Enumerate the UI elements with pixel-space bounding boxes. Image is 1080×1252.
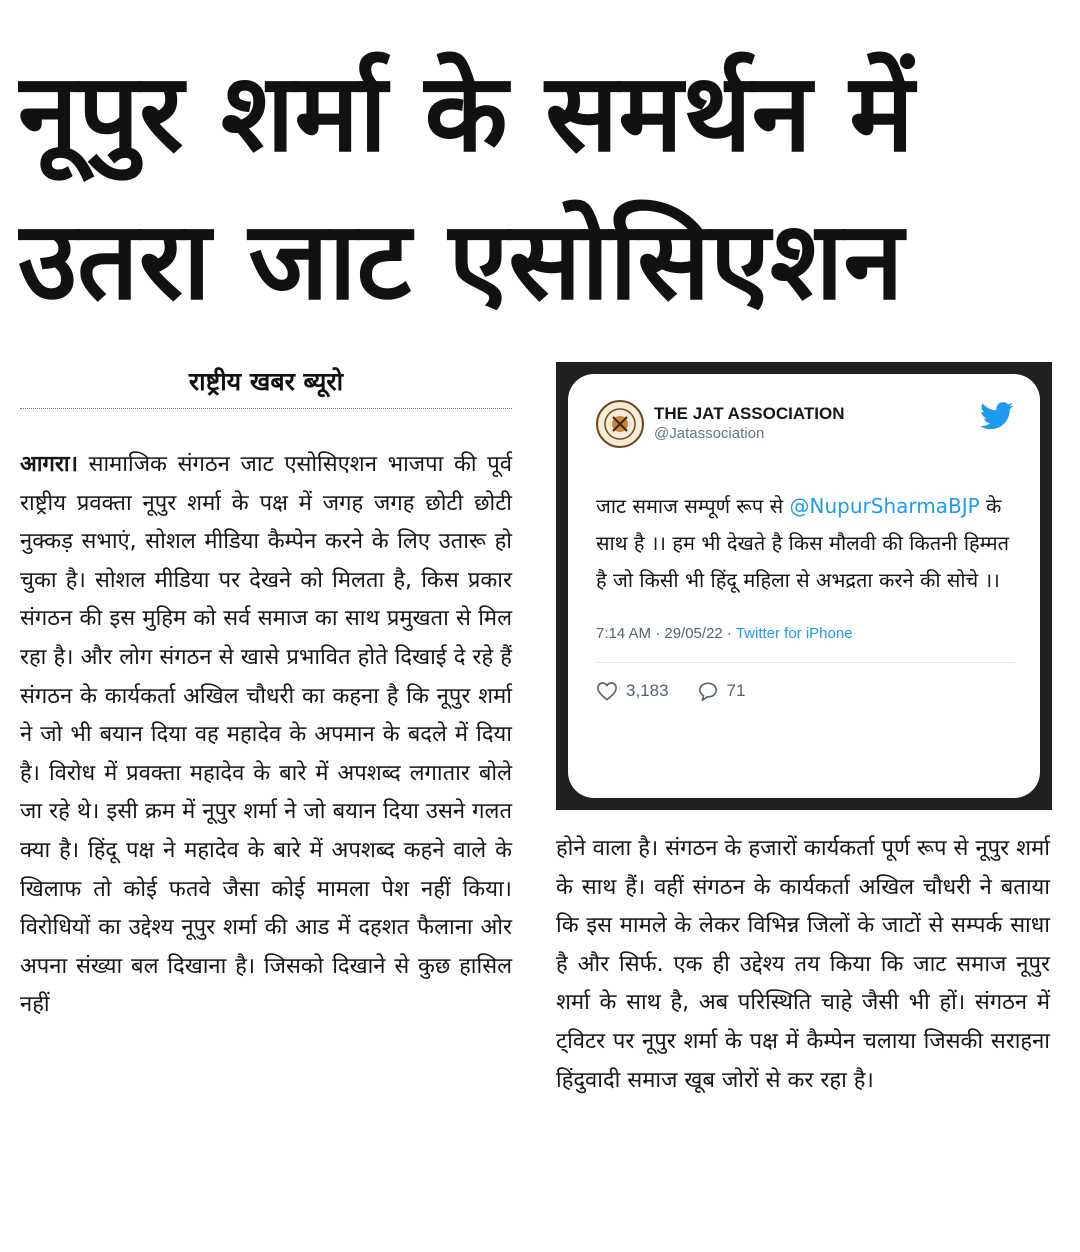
tweet-screenshot — [556, 362, 1052, 810]
like-button[interactable] — [596, 681, 669, 701]
tweet-stats — [596, 662, 1014, 701]
reply-count: 71 — [726, 681, 746, 700]
tweet-meta — [596, 625, 1014, 642]
headline-line-1: नूपुर शर्मा के समर्थन में — [18, 51, 914, 176]
heart-icon — [596, 681, 618, 701]
account-info — [654, 404, 844, 444]
account-name[interactable]: THE JAT ASSOCIATION — [654, 404, 845, 423]
like-count: 3,183 — [626, 681, 669, 700]
jat-association-logo — [596, 400, 644, 448]
tweet-timestamp[interactable]: 7:14 AM · 29/05/22 · — [596, 625, 736, 642]
article-text-left: सामाजिक संगठन जाट एसोसिएशन भाजपा की पूर्व राष्ट्रीय प्रवक्ता नूपुर शर्मा के पक्ष में जगह जगह छोटी छोटी नुक्कड़ सभाएं, सोशल मीडिया कैम्पेन करने के लिए उतारू हो चुका है। सोशल मीडिया पर देखने को मिलता है, किस प्रकार संगठन की इस मुहिम को सर्व समाज का साथ प्रमुखता से मिल रहा है। और लोग संगठन से खासे प्रभावित होते दिखाई दे रहे हैं संगठन के कार्यकर्ता अखिल चौधरी का कहना है कि नूपुर शर्मा ने जो भी बयान दिया वह महादेव के अपमान के बदले में दिया है। विरोध में प्रवक्ता महादेव के बारे में अपशब्द लगातार बोले जा रहे थे। इसी क्रम में नूपुर शर्मा ने जो बयान दिया उसने गलत क्या है। हिंदू पक्ष ने महादेव के बारे में अपशब्द कहने वाले के खिलाफ तो कोई फतवे जैसा कोई मामला पेश नहीं किया। विरोधियों का उद्देश्य नूपुर शर्मा की आड में दहशत फैलाना ओर अपना संख्या बल दिखाना है। जिसको दिखाने से कुछ हासिल नहीं — [20, 452, 512, 1018]
tweet-card — [568, 374, 1040, 798]
reply-button[interactable] — [697, 681, 746, 701]
tweet-text-part-1: जाट समाज सम्पूर्ण रूप से — [596, 494, 790, 518]
tweet-header — [596, 400, 1014, 448]
twitter-bird-icon — [980, 402, 1014, 435]
tweet-mention-link[interactable]: @NupurSharmaBJP — [789, 494, 980, 518]
headline-line-2: उतरा जाट एसोसिएशन — [18, 199, 904, 324]
dateline: आगरा। — [20, 452, 78, 477]
logo-emblem-icon — [603, 407, 637, 441]
article-column-right: होने वाला है। संगठन के हजारों कार्यकर्ता पूर्ण रूप से नूपुर शर्मा के साथ हैं। वहीं संगठन के कार्यकर्ता अखिल चौधरी ने बताया कि इस मामले के लेकर विभिन्न जिलों के जाटों से सम्पर्क साधा है और सिर्फ. एक ही उद्देश्य तय किया कि जाट समाज नूपुर शर्मा के साथ है, अब परिस्थिति चाहे जैसी भी हों। संगठन में ट्विटर पर नूपुर शर्मा के पक्ष में कैम्पेन चलाया जिसकी सराहना हिंदुवादी समाज खूब जोरों से कर रहा है। — [556, 836, 1050, 1093]
article-column-left — [20, 446, 512, 1025]
tweet-source-link[interactable]: Twitter for iPhone — [735, 625, 853, 642]
tweet-text — [596, 488, 1014, 599]
account-handle[interactable]: @Jatassociation — [654, 425, 765, 442]
speech-bubble-icon — [697, 681, 719, 701]
byline: राष्ट्रीय खबर ब्यूरो — [20, 362, 512, 409]
headline — [18, 40, 1062, 336]
tweet-text-part-2: के साथ है ।। हम भी देखते है किस मौलवी की कितनी हिम्मत है जो किसी भी हिंदू महिला से अभद्रता करने की सोचे ।। — [596, 494, 1009, 592]
